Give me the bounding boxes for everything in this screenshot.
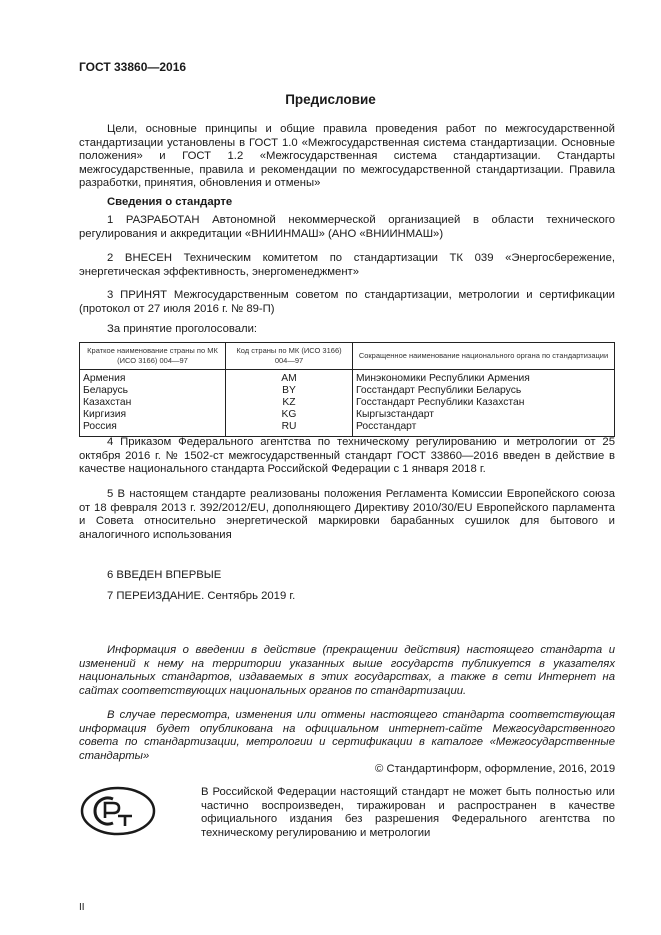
column-header-body: Сокращенное наименование национального органа по стандартизации: [353, 343, 615, 370]
item-developed: 1 РАЗРАБОТАН Автономной некоммерческой организацией в области технического регулирования и аккредитации «ВНИИНМАШ» (АНО «ВНИИНМАШ»): [79, 214, 615, 240]
country-cell: Армения: [80, 370, 226, 386]
section-heading: Сведения о стандарте: [107, 196, 233, 208]
country-cell: Беларусь: [80, 385, 226, 397]
copyright-line: © Стандартинформ, оформление, 2016, 2019: [375, 763, 616, 775]
code-cell: BY: [226, 385, 353, 397]
body-cell: Кыргызстандарт: [353, 409, 615, 421]
rst-certification-mark-icon: [80, 786, 156, 836]
item-order: 4 Приказом Федерального агентства по техническому регулированию и метрологии от 25 октября 2016 г. № 1502-ст межгосударственный стандарт ГОСТ 33860—2016 введен в действие в качестве национального стандарта Российской Федерации с 1 января 2018 г.: [79, 436, 615, 475]
table-header-row: [80, 343, 615, 370]
table-row: [80, 385, 615, 397]
item-reissue: 7 ПЕРЕИЗДАНИЕ. Сентябрь 2019 г.: [107, 590, 296, 602]
page-title: Предисловие: [285, 92, 376, 107]
item-first-time: 6 ВВЕДЕН ВПЕРВЫЕ: [107, 569, 222, 581]
item-introduced: 2 ВНЕСЕН Техническим комитетом по стандартизации ТК 039 «Энергосбережение, энергетическая эффективность, энергоменеджмент»: [79, 252, 615, 278]
table-row: [80, 397, 615, 409]
code-cell: KG: [226, 409, 353, 421]
country-cell: Киргизия: [80, 409, 226, 421]
revision-note: В случае пересмотра, изменения или отмены настоящего стандарта соответствующая информация будет опубликована на официальном интернет-сайте Межгосударственного совета по стандартизации, метрологии и сертификации в каталоге «Межгосударственные стандарты»: [79, 709, 615, 762]
column-header-country: Краткое наименование страны по МК (ИСО 3166) 004—97: [80, 343, 226, 370]
body-cell: Минэкономики Республики Армения: [353, 370, 615, 386]
column-header-code: Код страны по МК (ИСО 3166) 004—97: [226, 343, 353, 370]
country-cell: Россия: [80, 421, 226, 437]
table-row: [80, 370, 615, 386]
country-cell: Казахстан: [80, 397, 226, 409]
intro-paragraph: Цели, основные принципы и общие правила проведения работ по межгосударственной стандартизации установлены в ГОСТ 1.0 «Межгосударственная система стандартизации. Основные положения» и ГОСТ 1.2 «Межгосударственная система стандартизации. Стандарты межгосударственные, правила и рекомендации по межгосударственной стандартизации. Правила разработки, принятия, обновления и отмены»: [79, 123, 615, 189]
voted-label: За принятие проголосовали:: [107, 323, 258, 335]
body-cell: Госстандарт Республики Беларусь: [353, 385, 615, 397]
code-cell: RU: [226, 421, 353, 437]
body-cell: Госстандарт Республики Казахстан: [353, 397, 615, 409]
code-cell: KZ: [226, 397, 353, 409]
item-adopted: 3 ПРИНЯТ Межгосударственным советом по стандартизации, метрологии и сертификации (протокол от 27 июля 2016 г. № 89-П): [79, 289, 615, 315]
rf-reproduction-notice: В Российской Федерации настоящий стандарт не может быть полностью или частично воспроизведен, тиражирован и распространен в качестве официального издания без разрешения Федерального агентства по техническому регулированию и метрологии: [201, 786, 615, 839]
code-cell: AM: [226, 370, 353, 386]
voting-states-table: [79, 342, 615, 437]
item-eu-regulations: 5 В настоящем стандарте реализованы положения Регламента Комиссии Европейского союза от 18 февраля 2013 г. 392/2012/EU, дополняющего Директиву 2010/30/EU Европейского парламента и Совета относительно энергетической маркировки барабанных сушилок для бытового и аналогичного использования: [79, 488, 615, 541]
page-number: II: [79, 902, 85, 913]
table-row: [80, 409, 615, 421]
document-code: ГОСТ 33860—2016: [79, 60, 187, 74]
info-note: Информация о введении в действие (прекращении действия) настоящего стандарта и изменений к нему на территории указанных выше государств публикуется в указателях национальных стандартов, издаваемых в этих государствах, а также в сети Интернет на сайтах соответствующих национальных органов по стандартизации.: [79, 644, 615, 697]
table-row: [80, 421, 615, 437]
body-cell: Росстандарт: [353, 421, 615, 437]
